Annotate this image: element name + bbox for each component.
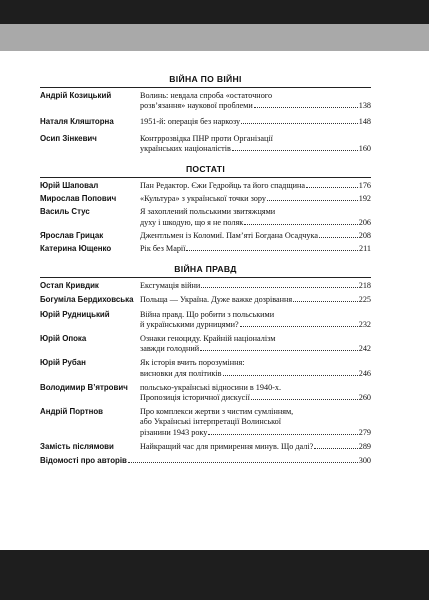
toc-entry[interactable] [40, 244, 371, 254]
entry-title [140, 134, 371, 154]
entry-title-line [140, 101, 371, 111]
entry-title-line [140, 134, 371, 144]
entry-title-line [140, 369, 371, 379]
top-grey-band [0, 24, 429, 51]
entry-title [140, 310, 371, 330]
page-number: 242 [358, 344, 371, 354]
entry-title-line [140, 442, 371, 452]
entry-title-line [127, 456, 371, 466]
entry-title [127, 456, 371, 466]
entry-author: Андрій Портнов [40, 407, 104, 417]
entry-title-line [140, 91, 371, 101]
dot-leader [232, 150, 358, 151]
entry-title [140, 181, 371, 191]
entry-title-text: Волинь: невдала спроба «остаточного [140, 91, 273, 100]
entry-title [140, 194, 371, 204]
dot-leader [314, 448, 357, 449]
page-number: 208 [358, 230, 371, 240]
entry-title-text: різанини 1943 року [140, 427, 208, 437]
dot-leader [306, 187, 358, 188]
toc-entry[interactable] [40, 194, 371, 204]
entry-title-line [140, 144, 371, 154]
entry-title-text: Я захоплений польськими звитяжцями [140, 207, 276, 217]
entry-title-text: розв’язання» наукової проблеми [140, 101, 253, 111]
entry-title [140, 91, 371, 111]
entry-title-line [140, 218, 371, 228]
page-number: 138 [358, 101, 371, 111]
entry-author: Богуміла Бердиховська [40, 295, 134, 305]
entry-title [140, 295, 371, 305]
page-number: 246 [358, 368, 371, 378]
entry-author: Юрій Опока [40, 334, 87, 344]
entry-title-line [140, 295, 371, 305]
page-number: 279 [358, 427, 371, 437]
entry-title-text: Про комплекси жертви з чистим сумлінням, [140, 407, 294, 417]
toc-entry[interactable] [40, 117, 371, 127]
toc-entry[interactable] [40, 407, 371, 438]
entry-author: Мирослав Попович [40, 194, 117, 204]
page-number: 160 [358, 143, 371, 153]
entry-title-text: Польща — Україна. Дуже важке дозрівання [140, 295, 293, 305]
entry-title-text: Ексгумація війни [140, 281, 201, 291]
entry-title-text: Найкращий час для примирення минув. Що далі? [140, 441, 314, 451]
section-divider [40, 87, 371, 88]
toc-entry[interactable] [40, 295, 371, 305]
table-of-contents [40, 74, 371, 466]
entry-title-text: Пропозиція історичної дискусії [140, 393, 250, 403]
section-divider [40, 277, 371, 278]
page-number: 225 [358, 295, 371, 305]
dot-leader [240, 326, 358, 327]
entry-title [140, 358, 371, 378]
entry-title-text: Рік без Марії [140, 244, 186, 254]
entry-title-line [140, 281, 371, 291]
page-number: 176 [358, 181, 371, 191]
section-divider [40, 177, 371, 178]
dot-leader [241, 123, 358, 124]
dot-leader [186, 250, 358, 251]
entry-title [140, 244, 371, 254]
dot-leader [208, 434, 357, 435]
entry-title [140, 207, 371, 227]
entry-title-text: Пан Редактор. Єжи Гедройць та його спадщина [140, 181, 306, 191]
entry-title-text: польсько-українські відносини в 1940-х. [140, 382, 282, 392]
page-number: 232 [358, 319, 371, 329]
entry-title-line [140, 320, 371, 330]
dot-leader [200, 350, 358, 351]
entry-author: Катерина Ющенко [40, 244, 112, 254]
entry-title-text: Як історія вчить порозуміння: [140, 358, 245, 368]
entry-title-text: Контррозвідка ПНР проти Організації [140, 133, 273, 143]
entry-title-line [140, 207, 371, 217]
entry-title-text: висновки для політиків [140, 368, 222, 378]
entry-title-text: 1951-й: операція без наркозу [140, 117, 241, 127]
entry-author: Юрій Рудницький [40, 309, 110, 319]
page-number: 206 [358, 217, 371, 227]
bottom-black-band [0, 550, 429, 600]
entry-title-text: завжди голодний [140, 344, 200, 354]
toc-entry[interactable] [40, 358, 371, 378]
dot-leader [293, 301, 358, 302]
dot-leader [244, 224, 358, 225]
section-title: ПОСТАТІ [185, 164, 226, 175]
page-number: 211 [359, 244, 371, 254]
toc-section [40, 264, 371, 466]
entry-title-text: Ознаки геноциду. Крайній націоналізм [140, 334, 276, 344]
entry-title-line [140, 310, 371, 320]
entry-title [140, 442, 371, 452]
entry-title-line [140, 117, 371, 127]
entry-title [140, 117, 371, 127]
dot-leader [319, 237, 358, 238]
entry-author: Наталя Кляшторна [40, 117, 114, 127]
page-number: 192 [358, 194, 371, 204]
entry-title-line [140, 194, 371, 204]
toc-entry[interactable] [40, 134, 371, 154]
entry-title-text: Війна правд. Що робити з польськими [140, 309, 275, 319]
entry-title-line [140, 417, 371, 427]
section-title: ВІЙНА ПРАВД [174, 264, 237, 275]
entry-author: Осип Зінкевич [40, 133, 97, 143]
entry-title [140, 281, 371, 291]
entry-author: Юрій Шаповал [40, 181, 99, 191]
entry-author: Ярослав Грицак [40, 230, 104, 240]
dot-leader [223, 375, 358, 376]
entry-title-text: українських націоналістів [140, 143, 231, 153]
entry-title [140, 407, 371, 438]
entry-title-line [140, 344, 371, 354]
entry-title-line [140, 393, 371, 403]
page-number: 289 [358, 441, 371, 451]
entry-title-text: Джентльмен із Коломиї. Пам’яті Богдана Осадчука [140, 230, 319, 240]
page-number: 260 [358, 393, 371, 403]
entry-title-text: або Українські інтерпретації Волинської [140, 417, 282, 427]
entry-title-text: й українськими дурницями? [140, 319, 239, 329]
entry-title-text: духу і шкодую, що я не поляк [140, 217, 244, 227]
entry-author: Володимир В’ятрович [40, 382, 128, 392]
entry-title-line [140, 181, 371, 191]
top-black-band [0, 0, 429, 24]
entry-author: Остап Кривдик [40, 281, 99, 291]
entry-title-line [140, 383, 371, 393]
entry-title-line [140, 244, 371, 254]
toc-entry[interactable] [40, 383, 371, 403]
entry-author: Василь Стус [40, 207, 90, 217]
toc-entry[interactable] [40, 207, 371, 227]
entry-author: Замість післямови [40, 441, 114, 451]
toc-entry[interactable] [40, 310, 371, 330]
toc-entry[interactable] [40, 281, 371, 291]
toc-section [40, 74, 371, 154]
section-title: ВІЙНА ПО ВІЙНІ [169, 74, 242, 84]
entry-title [140, 231, 371, 241]
page-number: 218 [358, 281, 371, 291]
dot-leader [251, 399, 358, 400]
entry-title-text: «Культура» з української точки зору [140, 194, 266, 204]
entry-title-line [140, 407, 371, 417]
entry-title-line [140, 231, 371, 241]
toc-entry[interactable] [40, 334, 371, 354]
toc-entry[interactable] [40, 442, 371, 452]
dot-leader [267, 200, 358, 201]
entry-title [140, 383, 371, 403]
toc-entry[interactable] [40, 456, 371, 466]
toc-entry[interactable] [40, 231, 371, 241]
dot-leader [128, 462, 358, 463]
entry-author: Андрій Козицький [40, 91, 112, 100]
entry-author: Відомості про авторів [40, 456, 127, 466]
toc-entry[interactable] [40, 91, 371, 111]
dot-leader [201, 287, 357, 288]
entry-title-line [140, 358, 371, 368]
entry-title-line [140, 428, 371, 438]
entry-title-line [140, 334, 371, 344]
toc-section [40, 164, 371, 254]
entry-title [140, 334, 371, 354]
page-number: 300 [358, 456, 371, 466]
toc-entry[interactable] [40, 181, 371, 191]
page-number: 148 [358, 117, 371, 127]
entry-author: Юрій Рубан [40, 358, 86, 368]
dot-leader [254, 107, 358, 108]
